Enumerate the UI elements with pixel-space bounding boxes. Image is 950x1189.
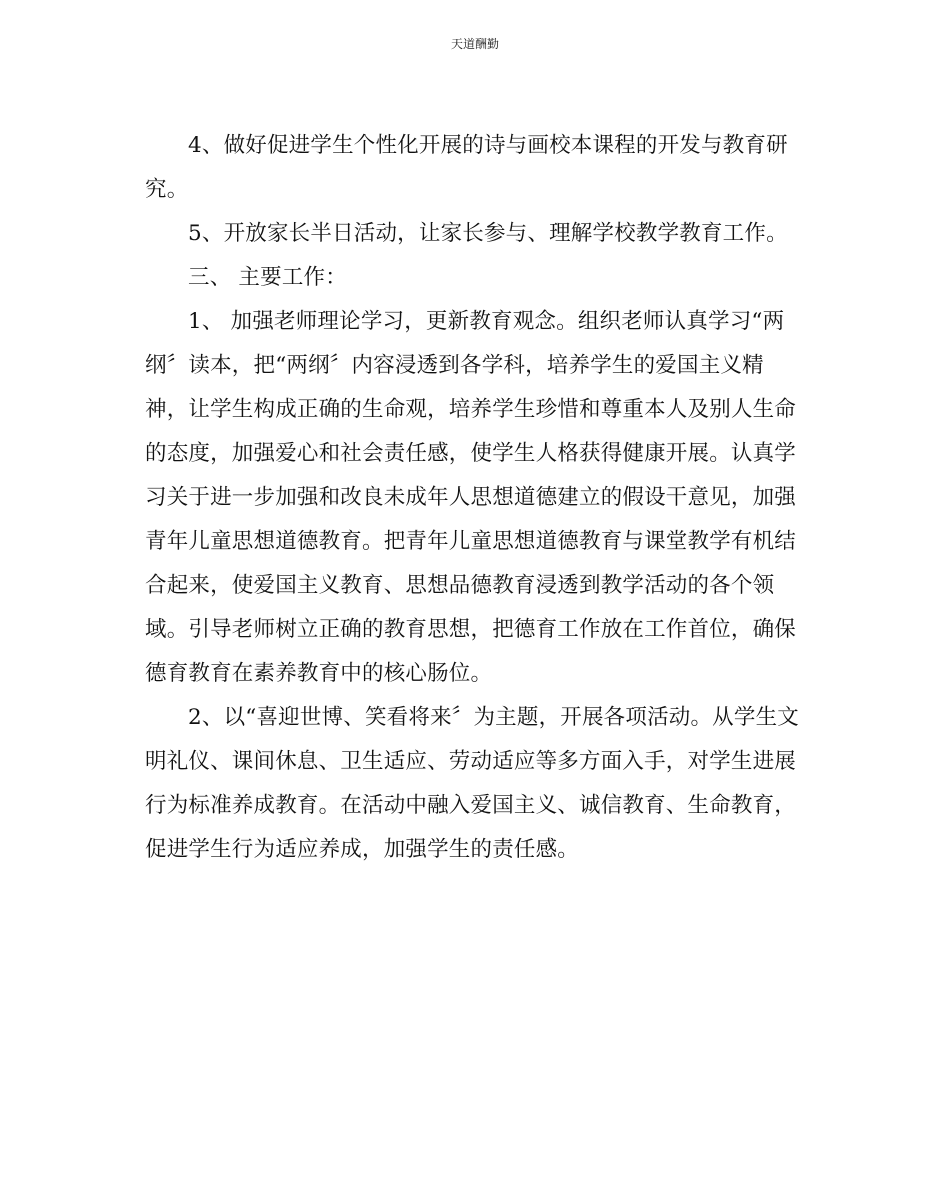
paragraph-item-5: 5、开放家长半日活动，让家长参与、理解学校教学教育工作。 xyxy=(188,221,788,246)
paragraph-work-1: 1、 加强老师理论学习，更新教育观念。组织老师认真学习“两纲〞读本，把“两纲〞内容浸透到各学科，培养学生的爱国主义精神，让学生构成正确的生命观，培养学生珍惜和尊重本人及别人生命的态度，加强爱心和社会责任感，使学生人格获得健康开展。认真学习关于进一步加强和改良未成年人思想道德建立的假设干意见，加强青年儿童思想道德教育。把青年儿童思想道德教育与课堂教学有机结合起来，使爱国主义教育、思想品德教育浸透到教学活动的各个领域。引导老师树立正确的教育思想，把德育工作放在工作首位，确保德育教育在素养教育中的核心肠位。 xyxy=(145,309,797,686)
paragraph-item-4: 4、做好促进学生个性化开展的诗与画校本课程的开发与教育研究。 xyxy=(145,133,788,202)
section-heading-main-work: 三、 主要工作： xyxy=(188,265,347,290)
page-header: 天道酬勤 xyxy=(450,37,499,51)
document-body xyxy=(145,124,805,872)
paragraph-work-2: 2、以“喜迎世博、笑看将来〞为主题，开展各项活动。从学生文明礼仪、课间休息、卫生适应、劳动适应等多方面入手，对学生进展行为标准养成教育。在活动中融入爱国主义、诚信教育、生命教育，促进学生行为适应养成，加强学生的责任感。 xyxy=(145,705,799,862)
